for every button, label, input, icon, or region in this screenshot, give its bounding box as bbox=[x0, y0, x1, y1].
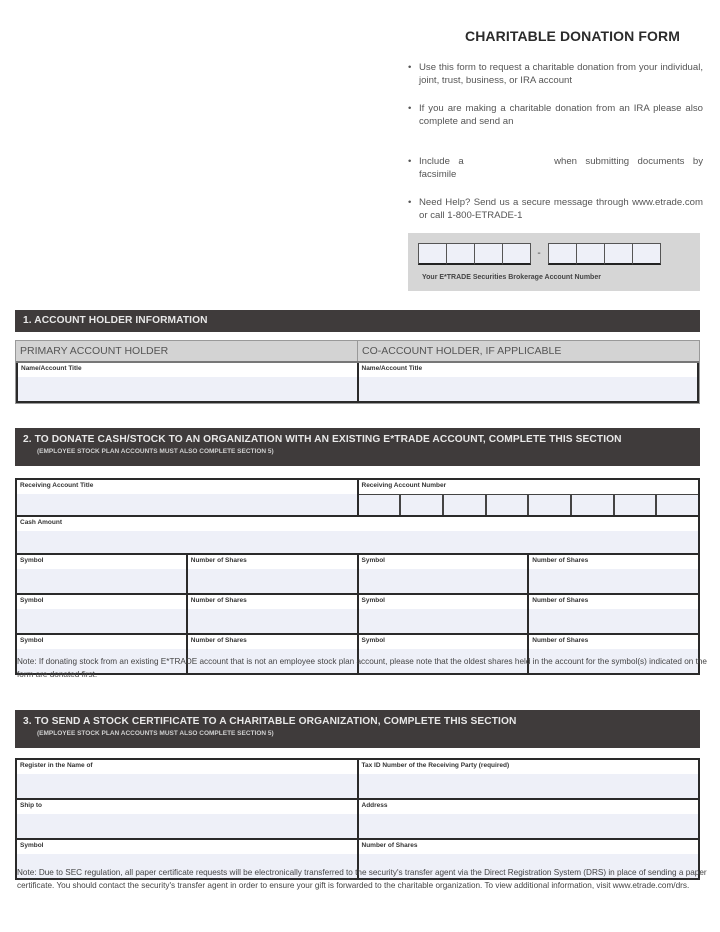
account-number-label: Your E*TRADE Securities Brokerage Account Number bbox=[422, 274, 601, 281]
account-digit-input[interactable] bbox=[570, 495, 613, 515]
account-number-box bbox=[408, 233, 700, 291]
account-digit-input[interactable] bbox=[442, 495, 485, 515]
primary-name-input[interactable] bbox=[18, 377, 357, 401]
symbol-input[interactable] bbox=[17, 609, 186, 633]
section2-subtitle: (EMPLOYEE STOCK PLAN ACCOUNTS MUST ALSO COMPLETE SECTION 5) bbox=[37, 448, 274, 455]
shares-field bbox=[527, 595, 698, 633]
instruction-item bbox=[408, 62, 703, 87]
co-holder-name-field bbox=[357, 363, 698, 401]
section2-header bbox=[15, 428, 700, 466]
shares-field bbox=[186, 595, 357, 633]
account-number-digit[interactable] bbox=[474, 243, 503, 265]
section3-title: 3. TO SEND A STOCK CERTIFICATE TO A CHARITABLE ORGANIZATION, COMPLETE THIS SECTION bbox=[23, 716, 517, 727]
account-digit-input[interactable] bbox=[359, 495, 400, 515]
section2-title: 2. TO DONATE CASH/STOCK TO AN ORGANIZATION WITH AN EXISTING E*TRADE ACCOUNT, COMPLETE THIS SECTION bbox=[23, 434, 622, 445]
field-label: Name/Account Title bbox=[359, 363, 698, 377]
symbol-input[interactable] bbox=[17, 569, 186, 593]
field-label: Number of Shares bbox=[529, 555, 698, 569]
shares-field bbox=[186, 555, 357, 593]
primary-holder-header: PRIMARY ACCOUNT HOLDER bbox=[20, 345, 169, 357]
account-digit-input[interactable] bbox=[399, 495, 442, 515]
help-text: Need Help? Send us a secure message through www.etrade.com or call 1-800-ETRADE-1 bbox=[419, 197, 703, 221]
receiving-account-title-input[interactable] bbox=[17, 494, 357, 515]
section1-column-headers bbox=[16, 341, 699, 363]
section1-title: 1. ACCOUNT HOLDER INFORMATION bbox=[23, 315, 208, 326]
register-name-field bbox=[17, 760, 357, 798]
shares-input[interactable] bbox=[529, 609, 698, 633]
field-label: Symbol bbox=[17, 635, 186, 649]
account-number-digit[interactable] bbox=[576, 243, 605, 265]
section3-form bbox=[15, 758, 700, 880]
account-number-digit[interactable] bbox=[604, 243, 633, 265]
instruction-text: when submitting documents by facsimile bbox=[419, 156, 703, 180]
account-number-separator: - bbox=[537, 248, 541, 259]
symbol-input[interactable] bbox=[359, 569, 528, 593]
section2-note: Note: If donating stock from an existing E*TRADE account that is not an employee stock plan account, please note that the oldest shares held in the account for the symbol(s) indicated on the form are donated first. bbox=[17, 657, 707, 679]
account-number-digit[interactable] bbox=[502, 243, 531, 265]
symbol-field bbox=[357, 555, 528, 593]
instruction-text: Use this form to request a charitable donation from your individual, joint, trust, business, or IRA account bbox=[419, 62, 703, 86]
tax-id-field bbox=[357, 760, 699, 798]
field-label: Number of Shares bbox=[188, 555, 357, 569]
instruction-text: Include a bbox=[419, 156, 464, 167]
field-label: Tax ID Number of the Receiving Party (required) bbox=[359, 760, 699, 774]
shares-input[interactable] bbox=[188, 609, 357, 633]
co-holder-name-input[interactable] bbox=[359, 377, 698, 401]
cash-amount-field bbox=[17, 517, 698, 553]
instruction-text: If you are making a charitable donation from an IRA please also complete and send an bbox=[419, 103, 703, 127]
field-label: Symbol bbox=[359, 635, 528, 649]
field-label: Number of Shares bbox=[529, 635, 698, 649]
instruction-item bbox=[408, 103, 703, 128]
field-label: Register in the Name of bbox=[17, 760, 357, 774]
cash-amount-input[interactable] bbox=[17, 531, 698, 553]
field-label: Number of Shares bbox=[188, 635, 357, 649]
ship-to-input[interactable] bbox=[17, 814, 357, 838]
receiving-account-row bbox=[17, 480, 698, 515]
section2-form bbox=[15, 478, 700, 675]
field-label: Symbol bbox=[17, 555, 186, 569]
account-digit-input[interactable] bbox=[655, 495, 698, 515]
section3-note: Note: Due to SEC regulation, all paper certificate requests will be electronically transferred to the security's transfer agent via the Direct Registration System (DRS) in place of sending a paper certificate. You should contact the security's transfer agent in order to ensure your gift is forwarded to the charitable organization. To view additional information, visit www.etrade.com/drs. bbox=[17, 868, 707, 890]
field-label: Address bbox=[359, 800, 699, 814]
account-number-digit[interactable] bbox=[418, 243, 447, 265]
shares-input[interactable] bbox=[188, 569, 357, 593]
field-label: Symbol bbox=[17, 595, 186, 609]
certificate-row bbox=[17, 798, 698, 838]
section3-subtitle: (EMPLOYEE STOCK PLAN ACCOUNTS MUST ALSO COMPLETE SECTION 5) bbox=[37, 730, 274, 737]
symbol-input[interactable] bbox=[359, 609, 528, 633]
cash-amount-row bbox=[17, 515, 698, 553]
account-digit-input[interactable] bbox=[485, 495, 528, 515]
instruction-item bbox=[408, 156, 703, 181]
receiving-account-number-digits bbox=[359, 494, 699, 515]
field-label: Number of Shares bbox=[359, 840, 699, 854]
field-label: Cash Amount bbox=[17, 517, 698, 531]
account-digit-input[interactable] bbox=[527, 495, 570, 515]
field-label: Symbol bbox=[359, 595, 528, 609]
receiving-account-title-field bbox=[17, 480, 357, 515]
account-digit-input[interactable] bbox=[613, 495, 656, 515]
account-number-digit[interactable] bbox=[548, 243, 577, 265]
field-label: Receiving Account Number bbox=[359, 480, 699, 494]
section1-fields bbox=[16, 363, 699, 403]
instruction-item bbox=[408, 197, 703, 222]
field-label: Number of Shares bbox=[188, 595, 357, 609]
co-holder-header: CO-ACCOUNT HOLDER, IF APPLICABLE bbox=[357, 341, 699, 361]
field-label: Name/Account Title bbox=[18, 363, 357, 377]
field-label: Symbol bbox=[17, 840, 357, 854]
account-number-digit[interactable] bbox=[632, 243, 661, 265]
form-title: CHARITABLE DONATION FORM bbox=[465, 28, 680, 44]
address-input[interactable] bbox=[359, 814, 699, 838]
shares-input[interactable] bbox=[529, 569, 698, 593]
register-name-input[interactable] bbox=[17, 774, 357, 798]
section1-header bbox=[15, 310, 700, 332]
symbol-field bbox=[17, 555, 186, 593]
tax-id-input[interactable] bbox=[359, 774, 699, 798]
primary-name-field bbox=[18, 363, 357, 401]
instructions-list bbox=[408, 62, 703, 238]
symbol-field bbox=[17, 595, 186, 633]
field-label: Symbol bbox=[359, 555, 528, 569]
account-number-digit[interactable] bbox=[446, 243, 475, 265]
ship-to-field bbox=[17, 800, 357, 838]
section3-header bbox=[15, 710, 700, 748]
address-field bbox=[357, 800, 699, 838]
field-label: Ship to bbox=[17, 800, 357, 814]
symbol-field bbox=[357, 595, 528, 633]
receiving-account-number-field bbox=[357, 480, 699, 515]
field-label: Number of Shares bbox=[529, 595, 698, 609]
section1-table bbox=[15, 340, 700, 404]
certificate-row bbox=[17, 760, 698, 798]
stock-row bbox=[17, 593, 698, 633]
stock-row bbox=[17, 553, 698, 593]
field-label: Receiving Account Title bbox=[17, 480, 357, 494]
shares-field bbox=[527, 555, 698, 593]
